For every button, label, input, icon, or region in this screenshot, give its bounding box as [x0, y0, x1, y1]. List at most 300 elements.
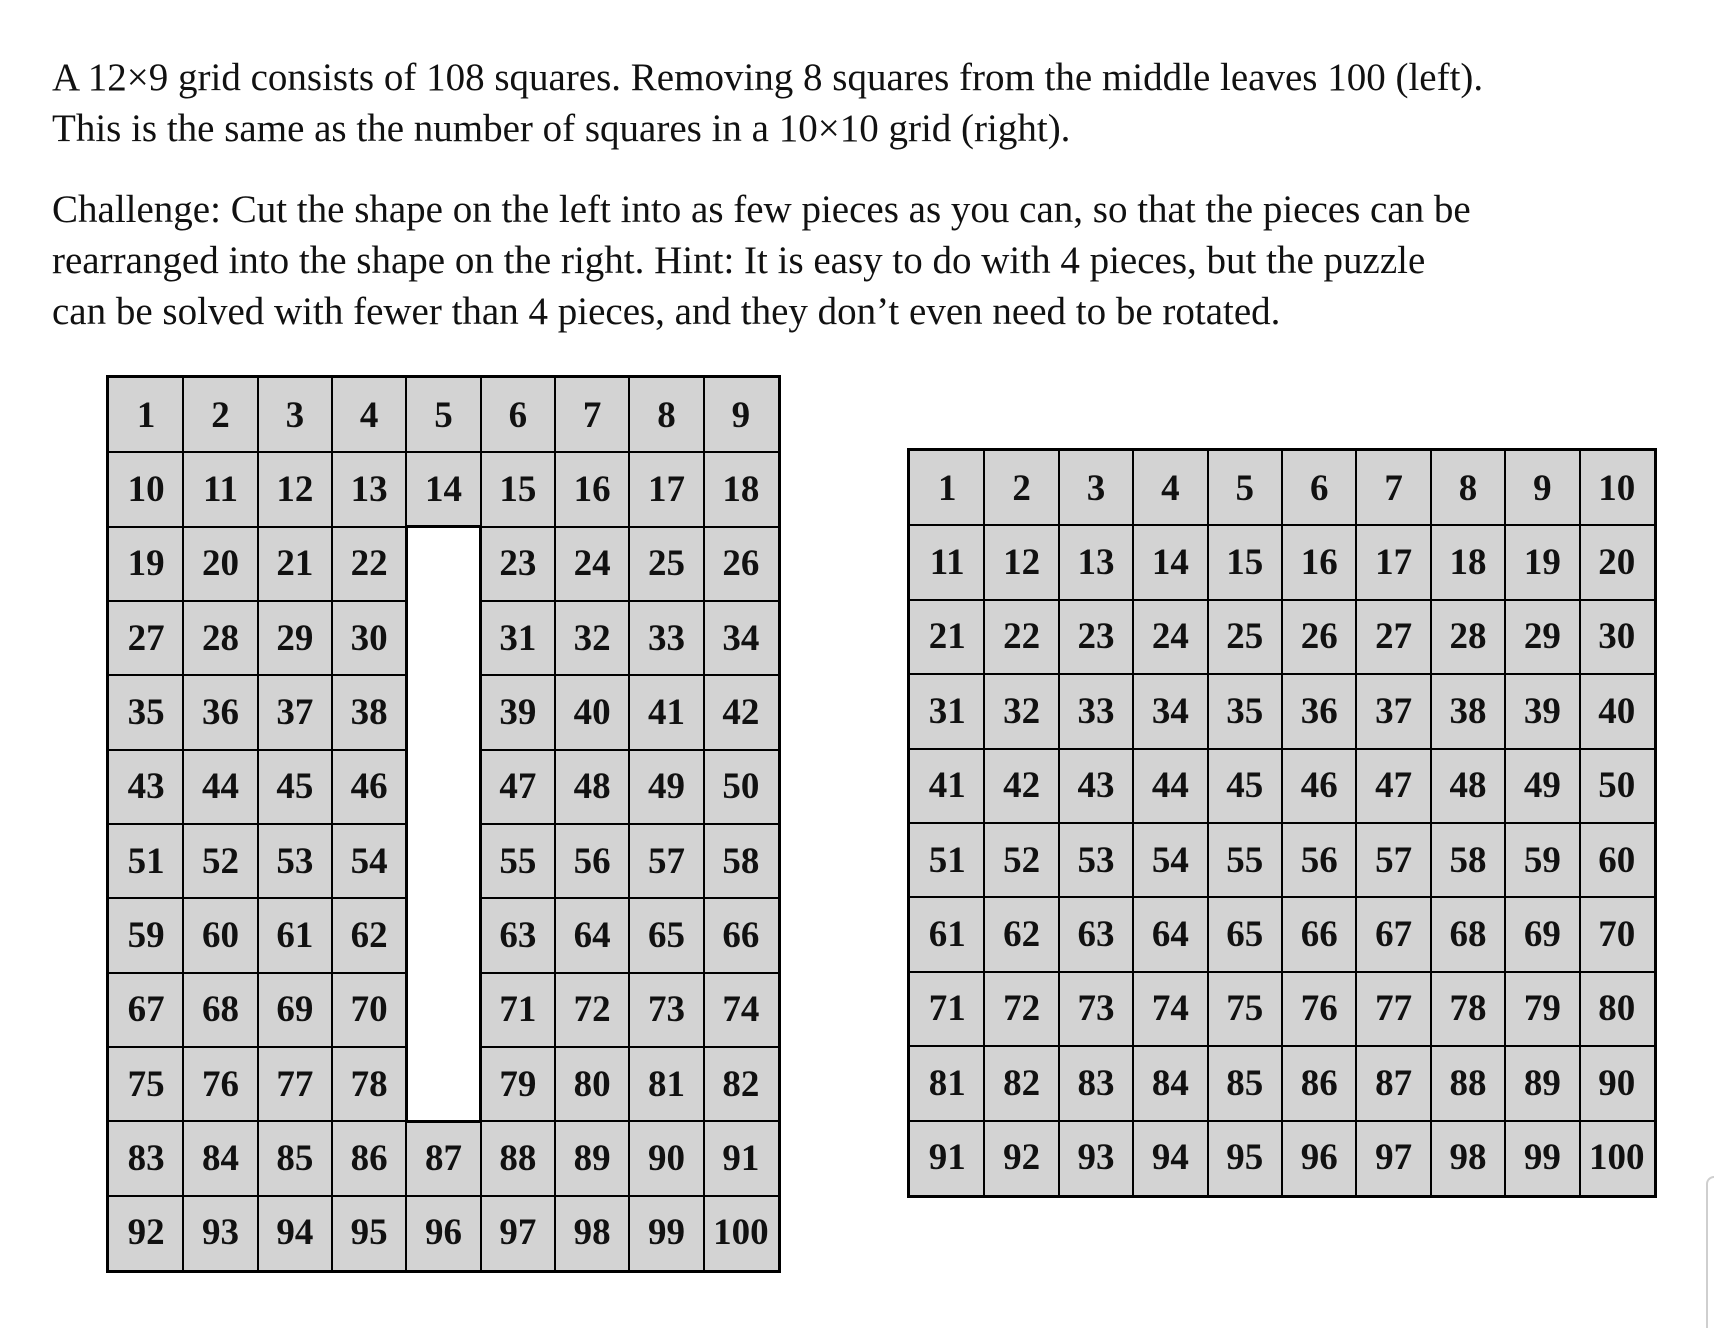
right-grid-gridline-vertical: [1504, 1120, 1506, 1196]
right-grid-gridline-horizontal: [1430, 971, 1506, 973]
right-grid-cell: 45: [1208, 749, 1282, 823]
left-grid-gridline-vertical: [257, 897, 259, 973]
right-grid-cell: 87: [1356, 1046, 1430, 1120]
left-grid-gridline-horizontal: [405, 1120, 481, 1123]
left-grid-gridline-vertical: [628, 1195, 630, 1271]
left-grid-cell: 71: [481, 973, 555, 1047]
right-grid-gridline-vertical: [1579, 524, 1581, 600]
right-grid-10x10: [907, 448, 1657, 1198]
right-grid-cell: 77: [1356, 972, 1430, 1046]
left-grid-cell: 52: [183, 824, 257, 898]
right-grid-cell: 18: [1431, 525, 1505, 599]
left-grid-cell: 37: [258, 675, 332, 749]
left-grid-cell: 15: [481, 452, 555, 526]
left-grid-12x9: [106, 375, 781, 1273]
right-grid-gridline-horizontal: [1132, 896, 1208, 898]
left-grid-gridline-horizontal: [331, 823, 407, 825]
left-grid-removed-cell: [406, 527, 480, 601]
right-grid-gridline-vertical: [1504, 450, 1506, 526]
left-grid-gridline-vertical: [480, 1120, 482, 1196]
left-grid-cell: 28: [183, 601, 257, 675]
left-grid-cell: 91: [704, 1121, 778, 1195]
right-grid-gridline-vertical: [1504, 673, 1506, 749]
right-grid-gridline-horizontal: [1058, 599, 1134, 601]
left-grid-gridline-vertical: [331, 451, 333, 527]
right-grid-gridline-horizontal: [983, 1045, 1059, 1047]
left-grid-gridline-horizontal: [108, 749, 184, 751]
left-grid-gridline-vertical: [628, 600, 630, 676]
left-grid-gridline-horizontal: [108, 972, 184, 974]
right-grid-gridline-horizontal: [1355, 1045, 1431, 1047]
left-grid-cell: 41: [629, 675, 703, 749]
right-grid-gridline-vertical: [1281, 896, 1283, 972]
left-grid-cell: 5: [406, 378, 480, 452]
right-grid-cell: 30: [1580, 600, 1654, 674]
right-grid-cell: 58: [1431, 823, 1505, 897]
right-grid-gridline-horizontal: [983, 822, 1059, 824]
right-grid-gridline-horizontal: [1058, 971, 1134, 973]
right-grid-gridline-horizontal: [1355, 1120, 1431, 1122]
right-grid-gridline-vertical: [1207, 1120, 1209, 1196]
right-grid-cell: 70: [1580, 897, 1654, 971]
right-grid-gridline-horizontal: [909, 896, 985, 898]
left-grid-gridline-vertical: [182, 600, 184, 676]
left-grid-gridline-vertical: [628, 674, 630, 750]
left-grid-gridline-vertical: [628, 897, 630, 973]
left-grid-cell: 34: [704, 601, 778, 675]
left-grid-cell: 6: [481, 378, 555, 452]
left-grid-cell: 8: [629, 378, 703, 452]
right-grid-cell: 74: [1133, 972, 1207, 1046]
right-grid-gridline-vertical: [1504, 1045, 1506, 1121]
right-grid-gridline-horizontal: [1579, 524, 1655, 526]
challenge-paragraph: [52, 184, 1692, 337]
right-grid-gridline-horizontal: [1058, 1120, 1134, 1122]
right-grid-cell: 75: [1208, 972, 1282, 1046]
right-grid-gridline-vertical: [1132, 599, 1134, 675]
right-grid-cell: 52: [984, 823, 1058, 897]
right-grid-gridline-horizontal: [1132, 1045, 1208, 1047]
right-grid-gridline-horizontal: [1430, 1045, 1506, 1047]
right-grid-cell: 5: [1208, 451, 1282, 525]
right-grid-gridline-horizontal: [1504, 1045, 1580, 1047]
right-grid-gridline-horizontal: [1281, 673, 1357, 675]
right-grid-cell: 65: [1208, 897, 1282, 971]
right-grid-cell: 35: [1208, 674, 1282, 748]
left-grid-gridline-vertical: [628, 451, 630, 527]
right-grid-gridline-horizontal: [1132, 1120, 1208, 1122]
right-grid-gridline-horizontal: [1132, 748, 1208, 750]
right-grid-gridline-horizontal: [1058, 896, 1134, 898]
left-grid-gridline-vertical: [405, 749, 408, 825]
left-grid-gridline-horizontal: [405, 451, 481, 453]
left-grid-gridline-horizontal: [331, 972, 407, 974]
right-grid-gridline-horizontal: [1579, 673, 1655, 675]
left-grid-gridline-horizontal: [628, 897, 704, 899]
right-grid-cell: 48: [1431, 749, 1505, 823]
right-grid-gridline-horizontal: [1207, 1120, 1283, 1122]
right-grid-cell: 96: [1282, 1121, 1356, 1195]
right-grid-gridline-vertical: [1132, 1120, 1134, 1196]
left-grid-gridline-horizontal: [480, 1046, 556, 1048]
left-grid-cell: 4: [332, 378, 406, 452]
right-grid-cell: 2: [984, 451, 1058, 525]
left-grid-gridline-vertical: [257, 1195, 259, 1271]
left-grid-gridline-horizontal: [108, 1120, 184, 1122]
right-grid-gridline-vertical: [1355, 896, 1357, 972]
left-grid-gridline-horizontal: [257, 897, 333, 899]
right-grid-cell: 89: [1505, 1046, 1579, 1120]
left-grid-cell: 88: [481, 1121, 555, 1195]
right-grid-gridline-horizontal: [1132, 599, 1208, 601]
right-grid-gridline-vertical: [1281, 524, 1283, 600]
right-grid-cell: 6: [1282, 451, 1356, 525]
left-grid-gridline-vertical: [554, 1195, 556, 1271]
right-grid-gridline-horizontal: [1132, 822, 1208, 824]
left-grid-gridline-vertical: [405, 1195, 407, 1271]
right-grid-gridline-vertical: [1355, 599, 1357, 675]
right-grid-gridline-vertical: [1355, 1120, 1357, 1196]
left-grid-gridline-vertical: [554, 526, 556, 602]
left-grid-cell: 85: [258, 1121, 332, 1195]
left-grid-gridline-vertical: [182, 972, 184, 1048]
left-grid-removed-cell: [406, 1047, 480, 1121]
left-grid-gridline-vertical: [257, 377, 259, 453]
left-grid-gridline-vertical: [703, 897, 705, 973]
left-grid-gridline-horizontal: [108, 897, 184, 899]
left-grid-gridline-vertical: [331, 1120, 333, 1196]
right-grid-cell: 10: [1580, 451, 1654, 525]
right-grid-gridline-horizontal: [1430, 1120, 1506, 1122]
right-grid-gridline-vertical: [1207, 971, 1209, 1047]
left-grid-gridline-horizontal: [331, 897, 407, 899]
right-grid-gridline-horizontal: [1430, 896, 1506, 898]
left-grid-gridline-horizontal: [182, 1195, 258, 1197]
right-grid-cell: 78: [1431, 972, 1505, 1046]
left-grid-cell: 2: [183, 378, 257, 452]
left-grid-gridline-vertical: [331, 600, 333, 676]
left-grid-cell: 83: [109, 1121, 183, 1195]
left-grid-gridline-vertical: [628, 526, 630, 602]
left-grid-gridline-vertical: [331, 749, 333, 825]
right-grid-cell: 56: [1282, 823, 1356, 897]
right-grid-gridline-horizontal: [1579, 971, 1655, 973]
right-grid-gridline-horizontal: [1207, 971, 1283, 973]
right-grid-gridline-horizontal: [1355, 971, 1431, 973]
left-grid-gridline-horizontal: [480, 600, 556, 602]
right-grid-gridline-horizontal: [983, 896, 1059, 898]
right-grid-gridline-vertical: [1430, 1120, 1432, 1196]
left-grid-cell: 100: [704, 1196, 778, 1270]
left-grid-gridline-vertical: [703, 377, 705, 453]
right-grid-gridline-vertical: [1207, 673, 1209, 749]
right-grid-gridline-horizontal: [1207, 822, 1283, 824]
right-grid-cell: 60: [1580, 823, 1654, 897]
left-grid-gridline-vertical: [405, 972, 408, 1048]
left-grid-gridline-vertical: [628, 749, 630, 825]
right-grid-gridline-horizontal: [1281, 599, 1357, 601]
left-grid-cell: 46: [332, 750, 406, 824]
right-grid-gridline-vertical: [1207, 524, 1209, 600]
right-grid-gridline-horizontal: [1504, 599, 1580, 601]
right-grid-gridline-vertical: [1132, 896, 1134, 972]
left-grid-cell: 62: [332, 898, 406, 972]
left-grid-gridline-horizontal: [257, 1120, 333, 1122]
right-grid-gridline-vertical: [1430, 748, 1432, 824]
left-grid-gridline-horizontal: [554, 1046, 630, 1048]
left-grid-cell: 14: [406, 452, 480, 526]
left-grid-gridline-horizontal: [108, 823, 184, 825]
left-grid-cell: 17: [629, 452, 703, 526]
right-grid-gridline-vertical: [1058, 1120, 1060, 1196]
right-grid-gridline-vertical: [1058, 673, 1060, 749]
right-grid-cell: 85: [1208, 1046, 1282, 1120]
left-grid-gridline-horizontal: [108, 1046, 184, 1048]
left-grid-cell: 35: [109, 675, 183, 749]
left-grid-gridline-horizontal: [257, 1046, 333, 1048]
left-grid-gridline-horizontal: [628, 1195, 704, 1197]
left-grid-gridline-horizontal: [703, 1046, 779, 1048]
left-grid-cell: 68: [183, 973, 257, 1047]
left-grid-gridline-vertical: [405, 451, 407, 527]
right-grid-cell: 40: [1580, 674, 1654, 748]
left-grid-cell: 24: [555, 527, 629, 601]
left-grid-cell: 99: [629, 1196, 703, 1270]
left-grid-cell: 48: [555, 750, 629, 824]
left-grid-cell: 57: [629, 824, 703, 898]
left-grid-gridline-vertical: [257, 972, 259, 1048]
left-grid-gridline-horizontal: [257, 526, 333, 528]
left-grid-gridline-horizontal: [257, 674, 333, 676]
right-grid-gridline-vertical: [1207, 450, 1209, 526]
left-grid-gridline-vertical: [182, 377, 184, 453]
left-grid-cell: 19: [109, 527, 183, 601]
left-grid-gridline-vertical: [703, 972, 705, 1048]
left-grid-cell: 23: [481, 527, 555, 601]
left-grid-gridline-horizontal: [182, 749, 258, 751]
right-grid-cell: 19: [1505, 525, 1579, 599]
left-grid-gridline-vertical: [628, 823, 630, 899]
left-grid-gridline-vertical: [331, 674, 333, 750]
left-grid-gridline-vertical: [479, 1046, 482, 1122]
right-grid-cell: 47: [1356, 749, 1430, 823]
right-grid-gridline-horizontal: [909, 822, 985, 824]
left-grid-gridline-horizontal: [182, 1046, 258, 1048]
right-grid-gridline-horizontal: [1504, 524, 1580, 526]
right-grid-gridline-horizontal: [1207, 673, 1283, 675]
right-grid-cell: 57: [1356, 823, 1430, 897]
right-grid-gridline-vertical: [983, 896, 985, 972]
right-grid-gridline-vertical: [1281, 1120, 1283, 1196]
left-grid-cell: 74: [704, 973, 778, 1047]
right-grid-gridline-vertical: [1504, 822, 1506, 898]
right-grid-gridline-vertical: [1355, 673, 1357, 749]
right-grid-gridline-horizontal: [909, 1120, 985, 1122]
left-grid-gridline-horizontal: [182, 823, 258, 825]
right-grid-cell: 95: [1208, 1121, 1282, 1195]
right-grid-gridline-vertical: [1579, 971, 1581, 1047]
left-grid-gridline-horizontal: [480, 526, 556, 528]
right-grid-gridline-horizontal: [1132, 971, 1208, 973]
left-grid-gridline-horizontal: [405, 1195, 481, 1197]
left-grid-gridline-horizontal: [554, 1120, 630, 1122]
right-grid-cell: 42: [984, 749, 1058, 823]
left-grid-gridline-horizontal: [703, 674, 779, 676]
right-grid-gridline-vertical: [1207, 822, 1209, 898]
left-grid-cell: 76: [183, 1047, 257, 1121]
right-grid-cell: 82: [984, 1046, 1058, 1120]
left-grid-gridline-vertical: [479, 674, 482, 750]
left-grid-gridline-vertical: [257, 600, 259, 676]
scrollbar-edge[interactable]: [1706, 1176, 1714, 1328]
right-grid-gridline-vertical: [1058, 748, 1060, 824]
right-grid-cell: 73: [1059, 972, 1133, 1046]
left-grid-cell: 92: [109, 1196, 183, 1270]
right-grid-gridline-vertical: [1579, 599, 1581, 675]
left-grid-gridline-horizontal: [405, 525, 481, 528]
left-grid-gridline-vertical: [257, 749, 259, 825]
right-grid-cell: 76: [1282, 972, 1356, 1046]
left-grid-cell: 86: [332, 1121, 406, 1195]
right-grid-gridline-vertical: [1430, 822, 1432, 898]
left-grid-cell: 69: [258, 973, 332, 1047]
left-grid-gridline-vertical: [480, 377, 482, 453]
left-grid-cell: 33: [629, 601, 703, 675]
right-grid-cell: 38: [1431, 674, 1505, 748]
left-grid-gridline-vertical: [554, 1046, 556, 1122]
right-grid-gridline-horizontal: [1430, 673, 1506, 675]
right-grid-gridline-vertical: [1579, 673, 1581, 749]
left-grid-gridline-vertical: [628, 1120, 630, 1196]
left-grid-gridline-vertical: [554, 749, 556, 825]
right-grid-gridline-horizontal: [1504, 748, 1580, 750]
left-grid-removed-cell: [406, 973, 480, 1047]
left-grid-gridline-horizontal: [331, 526, 407, 528]
left-grid-gridline-vertical: [554, 1120, 556, 1196]
right-grid-gridline-horizontal: [1430, 748, 1506, 750]
left-grid-gridline-vertical: [182, 823, 184, 899]
right-grid-cell: 99: [1505, 1121, 1579, 1195]
right-grid-cell: 97: [1356, 1121, 1430, 1195]
left-grid-gridline-horizontal: [703, 526, 779, 528]
right-grid-gridline-vertical: [1281, 450, 1283, 526]
left-grid-cell: 56: [555, 824, 629, 898]
right-grid-gridline-vertical: [1430, 896, 1432, 972]
left-grid-gridline-vertical: [479, 600, 482, 676]
left-grid-cell: 96: [406, 1196, 480, 1270]
right-grid-gridline-vertical: [983, 1120, 985, 1196]
left-grid-gridline-vertical: [554, 674, 556, 750]
right-grid-gridline-vertical: [1579, 1120, 1581, 1196]
right-grid-gridline-vertical: [1058, 822, 1060, 898]
left-grid-gridline-horizontal: [257, 451, 333, 453]
left-grid-gridline-vertical: [703, 1046, 705, 1122]
right-grid-gridline-horizontal: [1207, 896, 1283, 898]
right-grid-cell: 90: [1580, 1046, 1654, 1120]
left-grid-removed-cell: [406, 824, 480, 898]
left-grid-cell: 63: [481, 898, 555, 972]
left-grid-gridline-horizontal: [628, 823, 704, 825]
right-grid-gridline-vertical: [983, 1045, 985, 1121]
left-grid-gridline-horizontal: [554, 526, 630, 528]
left-grid-gridline-horizontal: [257, 600, 333, 602]
right-grid-cell: 29: [1505, 600, 1579, 674]
left-grid-gridline-vertical: [257, 526, 259, 602]
left-grid-gridline-horizontal: [257, 749, 333, 751]
left-grid-cell: 25: [629, 527, 703, 601]
left-grid-gridline-vertical: [554, 823, 556, 899]
right-grid-cell: 9: [1505, 451, 1579, 525]
left-grid-gridline-horizontal: [554, 897, 630, 899]
right-grid-gridline-vertical: [1355, 822, 1357, 898]
left-grid-cell: 50: [704, 750, 778, 824]
challenge-line-3: can be solved with fewer than 4 pieces, and they don’t even need to be rotated.: [52, 290, 1281, 333]
right-grid-cell: 33: [1059, 674, 1133, 748]
right-grid-gridline-vertical: [1430, 1045, 1432, 1121]
left-grid-cell: 32: [555, 601, 629, 675]
left-grid-removed-cell: [406, 601, 480, 675]
left-grid-gridline-horizontal: [480, 897, 556, 899]
left-grid-gridline-horizontal: [628, 972, 704, 974]
left-grid-gridline-vertical: [405, 823, 408, 899]
left-grid-gridline-horizontal: [628, 674, 704, 676]
right-grid-gridline-vertical: [983, 450, 985, 526]
left-grid-gridline-vertical: [703, 1195, 705, 1271]
left-grid-cell: 54: [332, 824, 406, 898]
right-grid-gridline-horizontal: [909, 673, 985, 675]
left-grid-removed-cell: [406, 750, 480, 824]
right-grid-cell: 79: [1505, 972, 1579, 1046]
right-grid-gridline-vertical: [1132, 524, 1134, 600]
left-grid-cell: 40: [555, 675, 629, 749]
left-grid-gridline-vertical: [182, 749, 184, 825]
left-grid-gridline-vertical: [405, 1046, 408, 1122]
right-grid-gridline-vertical: [1132, 748, 1134, 824]
left-grid-gridline-horizontal: [480, 674, 556, 676]
left-grid-gridline-vertical: [703, 823, 705, 899]
left-grid-cell: 81: [629, 1047, 703, 1121]
left-grid-gridline-vertical: [554, 377, 556, 453]
right-grid-gridline-vertical: [1058, 1045, 1060, 1121]
left-grid-removed-cell: [406, 675, 480, 749]
right-grid-cell: 7: [1356, 451, 1430, 525]
right-grid-gridline-horizontal: [1058, 748, 1134, 750]
right-grid-cell: 22: [984, 600, 1058, 674]
left-grid-gridline-vertical: [554, 897, 556, 973]
left-grid-cell: 61: [258, 898, 332, 972]
right-grid-gridline-horizontal: [1355, 524, 1431, 526]
left-grid-cell: 16: [555, 452, 629, 526]
left-grid-cell: 66: [704, 898, 778, 972]
left-grid-gridline-horizontal: [182, 897, 258, 899]
left-grid-cell: 29: [258, 601, 332, 675]
left-grid-gridline-horizontal: [628, 1046, 704, 1048]
right-grid-gridline-vertical: [1058, 896, 1060, 972]
right-grid-gridline-horizontal: [1207, 524, 1283, 526]
left-grid-cell: 47: [481, 750, 555, 824]
right-grid-cell: 32: [984, 674, 1058, 748]
left-grid-cell: 45: [258, 750, 332, 824]
right-grid-cell: 36: [1282, 674, 1356, 748]
right-grid-gridline-vertical: [1504, 748, 1506, 824]
left-grid-gridline-horizontal: [182, 972, 258, 974]
right-grid-cell: 20: [1580, 525, 1654, 599]
right-grid-cell: 50: [1580, 749, 1654, 823]
left-grid-cell: 18: [704, 452, 778, 526]
left-grid-gridline-vertical: [331, 377, 333, 453]
right-grid-gridline-horizontal: [1355, 896, 1431, 898]
left-grid-gridline-horizontal: [703, 1195, 779, 1197]
